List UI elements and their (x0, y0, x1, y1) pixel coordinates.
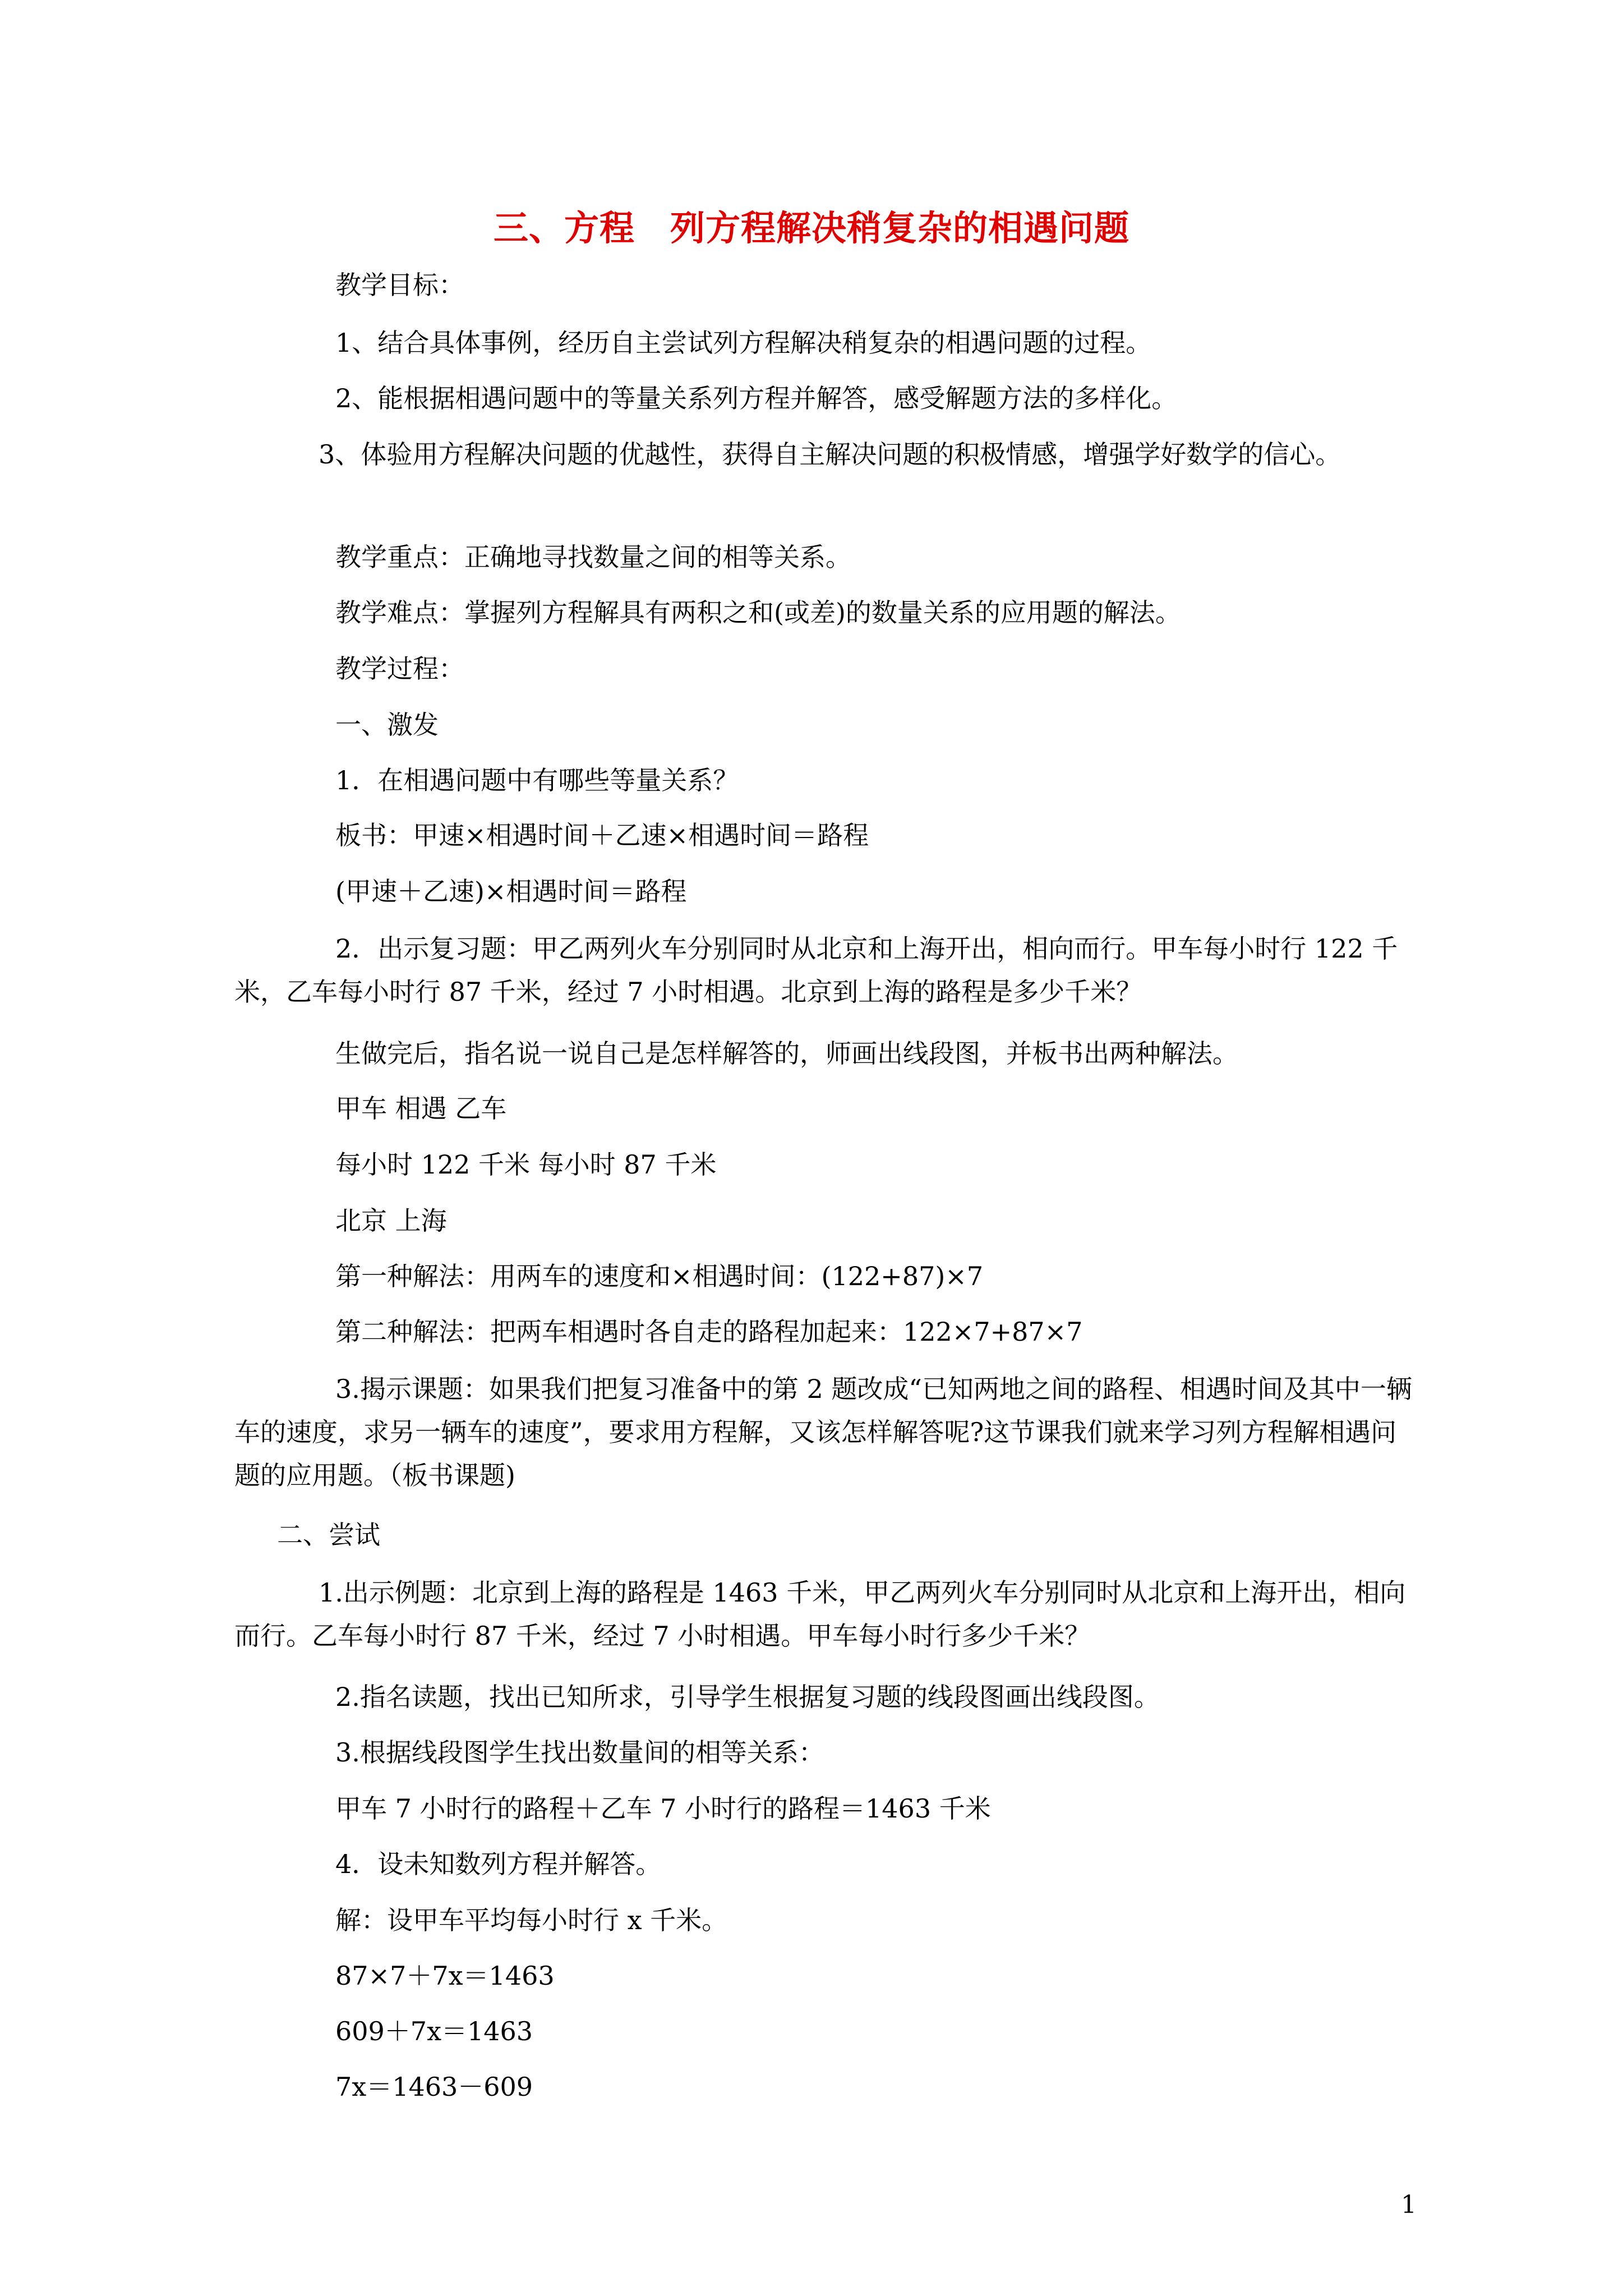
paragraph: 第二种解法：把两车相遇时各自走的路程加起来：122×7+87×7 (335, 1317, 1083, 1347)
paragraph: (甲速＋乙速)×相遇时间＝路程 (335, 876, 687, 907)
paragraph: 教学重点：正确地寻找数量之间的相等关系。 (335, 542, 851, 572)
paragraph: 第一种解法：用两车的速度和×相遇时间：(122+87)×7 (335, 1261, 984, 1291)
page-title: 三、方程 列方程解决稍复杂的相遇问题 (493, 208, 1129, 249)
paragraph: 教学难点：掌握列方程解具有两积之和(或差)的数量关系的应用题的解法。 (335, 597, 1181, 628)
paragraph: 4．设未知数列方程并解答。 (335, 1849, 662, 1879)
paragraph: 1．在相遇问题中有哪些等量关系？ (335, 765, 739, 795)
paragraph: 1、结合具体事例，经历自主尝试列方程解决稍复杂的相遇问题的过程。 (335, 328, 1152, 358)
paragraph: 生做完后，指名说一说自己是怎样解答的，师画出线段图，并板书出两种解法。 (335, 1038, 1238, 1069)
paragraph: 2．出示复习题：甲乙两列火车分别同时从北京和上海开出，相向而行。甲车每小时行 122 千米，乙车每小时行 87 千米，经过 7 小时相遇。北京到上海的路程是多少千米？ (234, 933, 1398, 1007)
section-heading: 二、尝试 (277, 1520, 380, 1550)
paragraph: 2.指名读题，找出已知所求，引导学生根据复习题的线段图画出线段图。 (335, 1682, 1160, 1712)
paragraph: 甲车 7 小时行的路程＋乙车 7 小时行的路程＝1463 千米 (335, 1793, 991, 1824)
equation: 609＋7x＝1463 (335, 2016, 533, 2046)
paragraph: 解：设甲车平均每小时行 x 千米。 (335, 1905, 728, 1935)
paragraph: 板书：甲速×相遇时间＋乙速×相遇时间＝路程 (335, 820, 869, 850)
paragraph: 2、能根据相遇问题中的等量关系列方程并解答，感受解题方法的多样化。 (335, 383, 1178, 413)
section-heading: 一、激发 (335, 710, 439, 740)
paragraph: 教学目标： (335, 270, 464, 300)
equation: 87×7＋7x＝1463 (335, 1961, 555, 1991)
page-number: 1 (1401, 2191, 1417, 2219)
paragraph: 1.出示例题：北京到上海的路程是 1463 千米，甲乙两列火车分别同时从北京和上海开出，相向而行。乙车每小时行 87 千米，经过 7 小时相遇。甲车每小时行多少千米？ (234, 1577, 1406, 1651)
paragraph: 3.揭示课题：如果我们把复习准备中的第 2 题改成“已知两地之间的路程、相遇时间及其中一辆车的速度，求另一辆车的速度”，要求用方程解，又该怎样解答呢?这节课我们就来学习列方程解相遇问题的应用题。（板书课题) (234, 1374, 1412, 1490)
paragraph: 教学过程： (335, 654, 464, 684)
equation: 7x＝1463－609 (335, 2072, 533, 2102)
paragraph: 3、体验用方程解决问题的优越性，获得自主解决问题的积极情感，增强学好数学的信心。 (319, 439, 1341, 470)
paragraph: 3.根据线段图学生找出数量间的相等关系： (335, 1737, 824, 1768)
paragraph: 每小时 122 千米 每小时 87 千米 (335, 1149, 717, 1180)
paragraph: 甲车 相遇 乙车 (335, 1093, 507, 1124)
paragraph: 北京 上海 (335, 1205, 447, 1236)
